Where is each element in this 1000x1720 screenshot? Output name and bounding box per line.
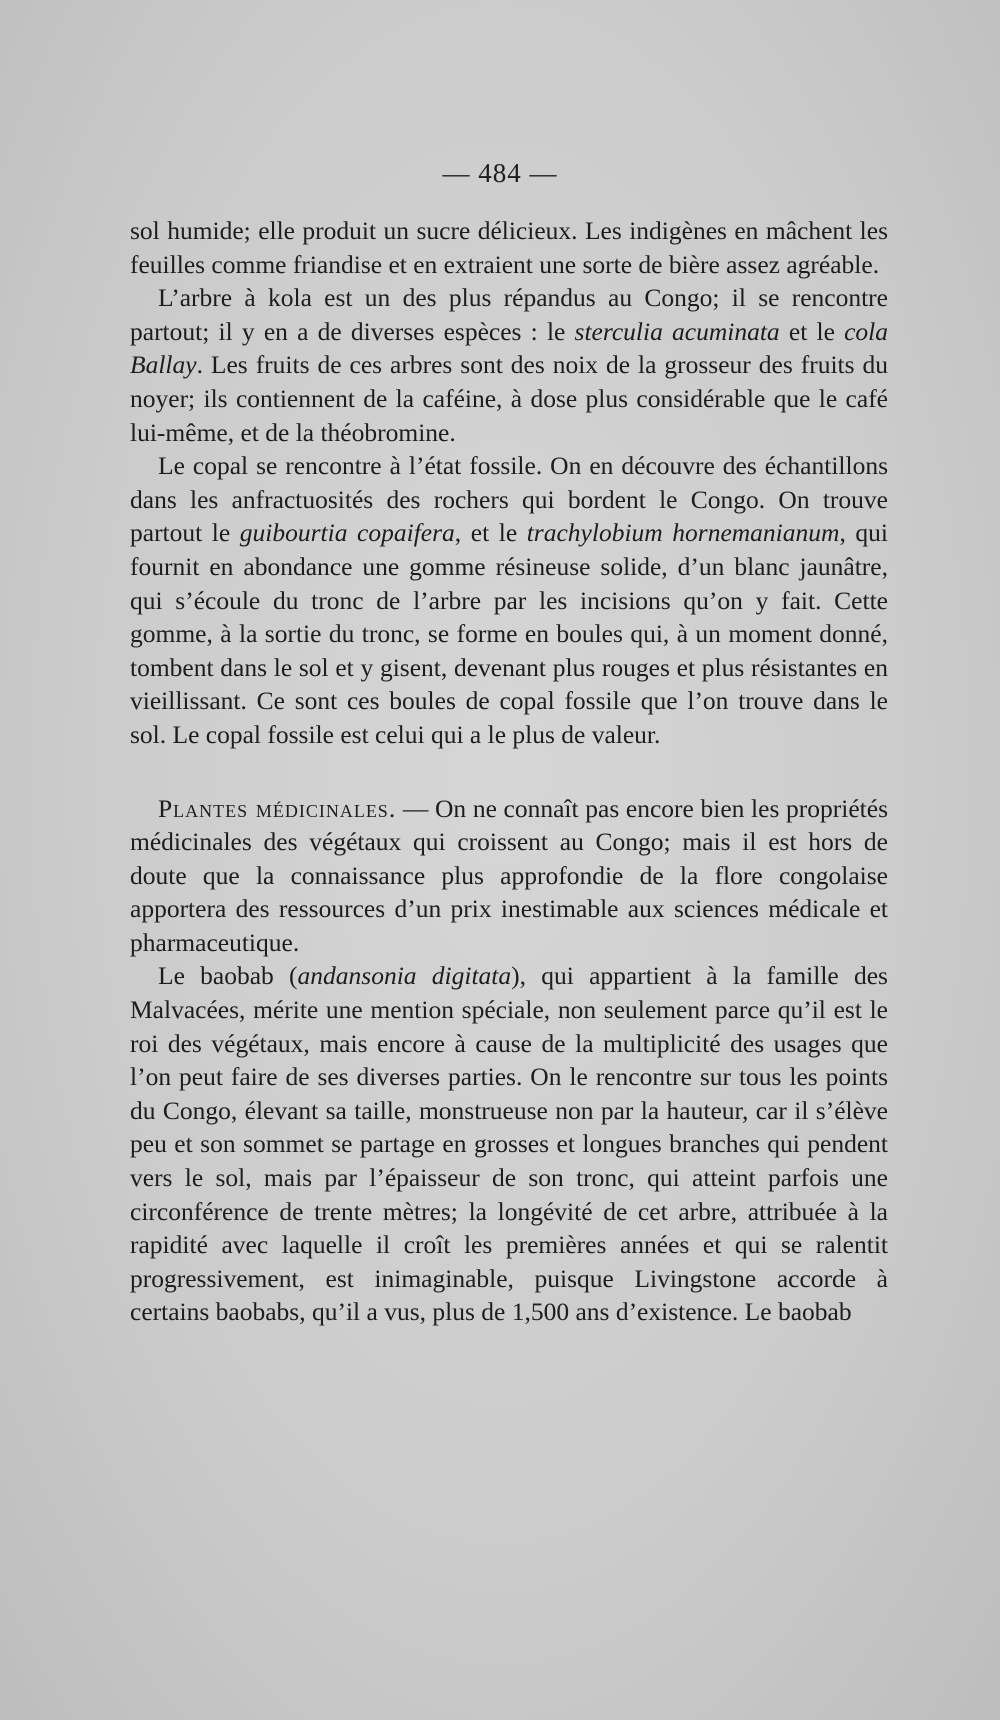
- species-name: sterculia acuminata: [574, 316, 780, 346]
- text-run: , qui fournit en abondance une gomme résineuse solide, d’un blanc jaunâtre, qui s’écoule du tronc de l’arbre par les incisions qu’on y fait. Cette gomme, à la sortie du tronc, se forme en boules qui, à un moment donné, tombent dans le sol et y gisent, devenant plus rouges et plus résistantes en vieillissant. Ce sont ces boules de copal fossile que l’on trouve dans le sol. Le copal fossile est celui qui a le plus de valeur.: [130, 518, 888, 749]
- species-name: trachylobium hornemanianum: [526, 518, 840, 548]
- paragraph-copal: [130, 449, 888, 751]
- text-run: Le baobab (: [158, 961, 298, 991]
- text-run: — On ne connaît pas encore bien les propriétés médicinales des végétaux qui croissent au Congo; mais il est hors de doute que la connaissance plus approfondie de la flore congolaise apportera des ressources d’un prix inestimable aux sciences médicale et pharmaceutique.: [130, 793, 888, 957]
- text-run: Le copal se rencontre à l’état fossile. On en découvre des échantillons dans les anfractuosités des rochers qui bordent le Congo. On trouve partout le: [130, 451, 888, 548]
- text-run: . Les fruits de ces arbres sont des noix de la grosseur des fruits du noyer; ils contiennent de la caféine, à dose plus considérable que le café lui-même, et de la théobromine.: [130, 350, 888, 447]
- section-heading: Plantes médicinales.: [158, 793, 397, 823]
- paragraph-kola: [130, 281, 888, 449]
- paragraph-baobab: [130, 959, 888, 1329]
- paragraph-sucre: sol humide; elle produit un sucre délicieux. Les indigènes en mâchent les feuilles comme friandise et en extraient une sorte de bière assez agréable.: [130, 216, 888, 279]
- species-name: andansonia digitata: [297, 961, 512, 991]
- text-run: ), qui appartient à la famille des Malvacées, mérite une mention spéciale, non seulement parce qu’il est le roi des végétaux, mais encore à cause de la multiplicité des usages que l’on peut faire de ses diverses parties. On le rencontre sur tous les points du Congo, élevant sa taille, monstrueuse non par la hauteur, car il s’élève peu et son sommet se partage en grosses et longues branches qui pendent vers le sol, mais par l’épaisseur de son tronc, qui atteint parfois une circonférence de trente mètres; la longévité de cet arbre, attribuée à la rapidité avec laquelle il croît les premières années et qui se ralentit progressivement, est inimaginable, puisque Livingstone accorde à certains baobabs, qu’il a vus, plus de 1,500 ans d’existence. Le baobab: [130, 961, 888, 1327]
- body-text: [130, 214, 888, 1329]
- species-name: guibourtia copaifera: [239, 518, 455, 548]
- species-name: cola Ballay: [130, 316, 888, 380]
- text-run: , et le: [454, 518, 527, 548]
- page-number: — 484 —: [442, 158, 558, 188]
- paragraph-plantes-medicinales: [130, 792, 888, 960]
- text-run: et le: [779, 316, 845, 346]
- text-run: L’arbre à kola est un des plus répandus au Congo; il se rencontre partout; il y en a de diverses espèces : le: [130, 283, 888, 346]
